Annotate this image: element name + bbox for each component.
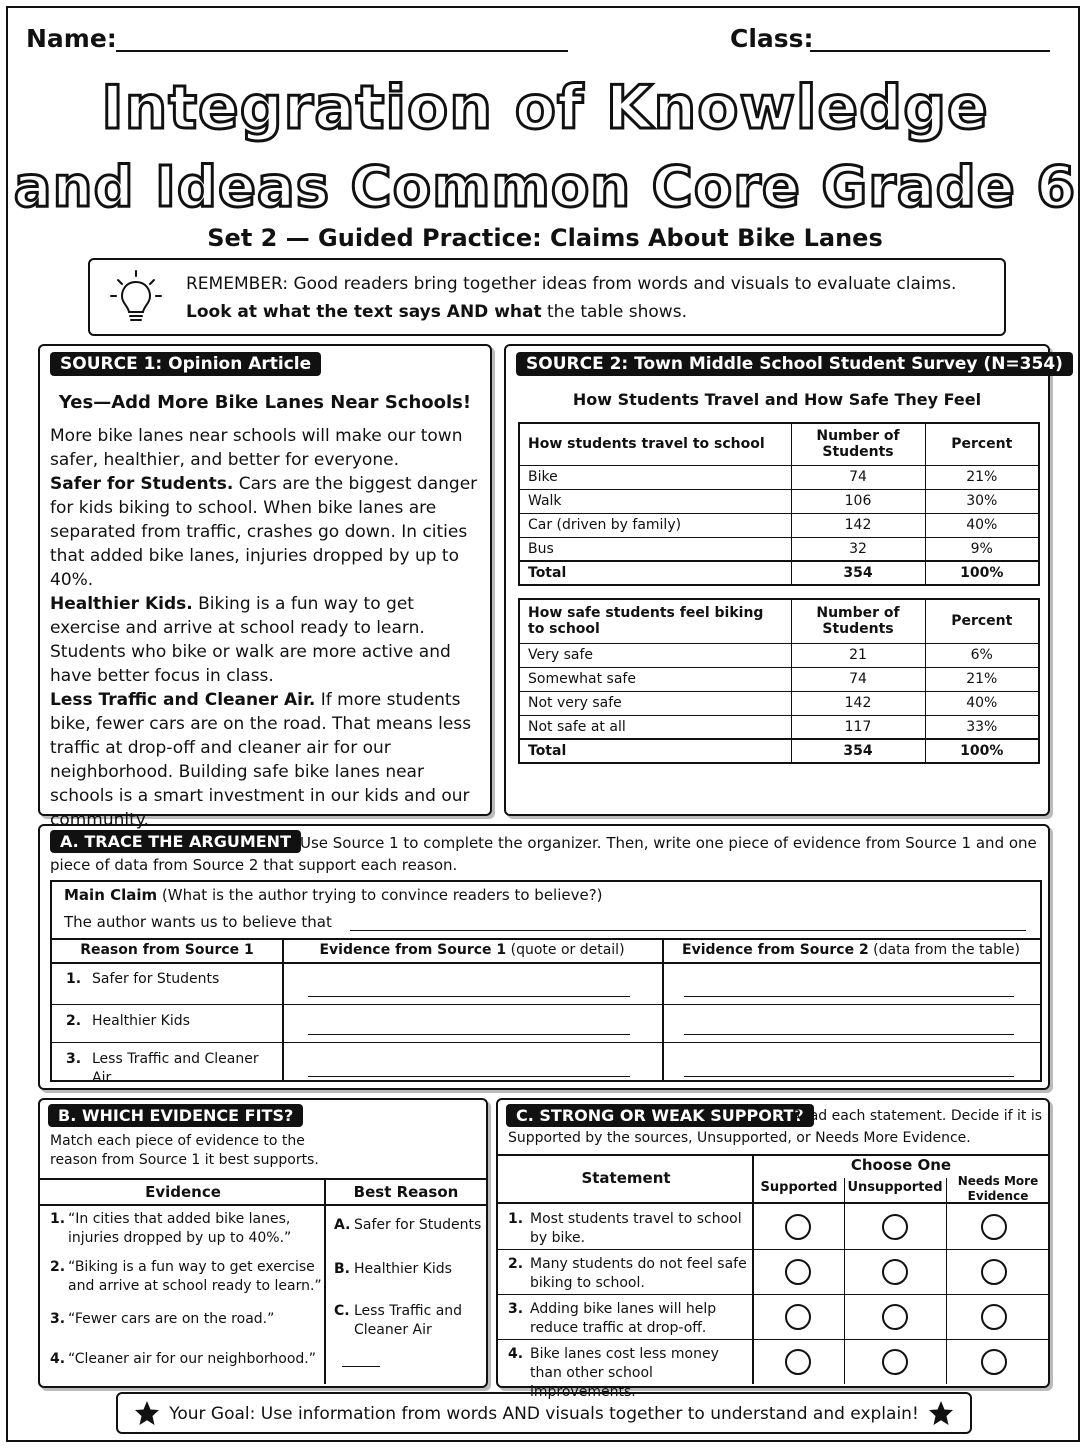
safety-cell: 142 (791, 691, 925, 715)
safety-row (519, 715, 1039, 739)
unsupported-choice[interactable] (882, 1214, 908, 1240)
page-subtitle: Set 2 — Guided Practice: Claims About Bike Lanes (207, 224, 883, 252)
class-line[interactable] (810, 50, 1050, 52)
evidence-number: 3. (50, 1311, 66, 1327)
safety-row (519, 691, 1039, 715)
evidence1-write-line[interactable] (308, 996, 630, 997)
travel-row (519, 513, 1039, 537)
section-c-col-divider-1 (752, 1154, 754, 1384)
source2-subtitle: How Students Travel and How Safe They Feel (572, 390, 982, 409)
title-line-1: Integration of Knowledge (101, 73, 989, 143)
reason-text: Healthier Kids (92, 1013, 190, 1029)
best-reason-text: Less Traffic and Cleaner Air (354, 1303, 463, 1338)
evidence2-write-line[interactable] (684, 1034, 1014, 1035)
article-head-1: Safer for Students. (50, 474, 234, 494)
travel-row (519, 489, 1039, 513)
statement-row-divider (498, 1339, 1048, 1340)
safety-header-1: How safe students feel biking to school (519, 599, 791, 643)
reason-number: 1. (66, 971, 82, 987)
main-claim-label (64, 886, 603, 904)
col-evidence1-header (282, 938, 662, 962)
section-a-tag: A. TRACE THE ARGUMENT (50, 830, 301, 853)
best-reason-text: Safer for Students (354, 1217, 482, 1233)
section-c-instructions-a: Read each statement. Decide if it is (792, 1108, 1043, 1124)
supported-choice[interactable] (785, 1259, 811, 1285)
unsupported-header: Unsupported (847, 1180, 943, 1195)
organizer-header-divider (52, 962, 1040, 964)
section-b-reason-header: Best Reason (353, 1183, 459, 1201)
main-claim-rest: (What is the author trying to convince readers to believe?) (157, 886, 603, 904)
travel-cell: Walk (519, 489, 791, 513)
name-line[interactable] (116, 50, 568, 52)
lightbulb-icon (108, 268, 164, 328)
safety-cell: 6% (925, 643, 1039, 667)
needs-evidence-choice[interactable] (981, 1304, 1007, 1330)
evidence2-write-line[interactable] (684, 996, 1014, 997)
travel-header-1: How students travel to school (519, 423, 791, 465)
safety-cell: 33% (925, 715, 1039, 739)
col-reason-header: Reason from Source 1 (80, 942, 254, 958)
travel-total-label: Total (519, 561, 791, 585)
safety-cell: 117 (791, 715, 925, 739)
goal-text: Your Goal: Use information from words AND visuals together to understand and explain! (169, 1404, 919, 1424)
evidence-number: 1. (50, 1211, 66, 1227)
title-line-2: and Ideas Common Core Grade 6 (13, 155, 1077, 220)
organizer-row-divider-2 (52, 1042, 1040, 1043)
evidence2-write-line[interactable] (684, 1076, 1014, 1077)
travel-total-count: 354 (791, 561, 925, 585)
travel-row (519, 537, 1039, 561)
organizer-col-divider-2 (662, 938, 664, 1080)
source1-tag: SOURCE 1: Opinion Article (50, 352, 321, 376)
travel-cell: Bike (519, 465, 791, 489)
statement-text: Most students travel to school by bike. (530, 1211, 742, 1246)
travel-total-row (519, 561, 1039, 585)
safety-header-3: Percent (925, 599, 1039, 643)
article-paragraph-2 (50, 592, 486, 688)
col-evidence1-rest: (quote or detail) (506, 942, 625, 958)
needs-evidence-choice[interactable] (981, 1349, 1007, 1375)
needs-evidence-choice[interactable] (981, 1259, 1007, 1285)
safety-total-count: 354 (791, 739, 925, 763)
section-b-divider-header (40, 1204, 486, 1206)
article-head-2: Healthier Kids. (50, 594, 193, 614)
supported-choice[interactable] (785, 1304, 811, 1330)
article-head-3: Less Traffic and Cleaner Air. (50, 690, 316, 710)
travel-cell: 30% (925, 489, 1039, 513)
safety-total-row (519, 739, 1039, 763)
organizer-row-divider-1 (52, 1004, 1040, 1005)
safety-cell: 21 (791, 643, 925, 667)
travel-cell: 40% (925, 513, 1039, 537)
safety-row (519, 667, 1039, 691)
travel-row (519, 465, 1039, 489)
article-body-3: If more students bike, fewer cars are on the road. That means less traffic at drop-off and cleaner air for our neighborhood. Building safe bike lanes near schools is a smart investment in our kids and our community. (50, 690, 472, 830)
source1-box (38, 344, 492, 830)
section-c-divider-header (498, 1202, 1048, 1204)
article-intro: More bike lanes near schools will make our town safer, healthier, and better for everyone. (50, 426, 463, 470)
choose-one-header: Choose One (850, 1156, 952, 1174)
travel-cell: 32 (791, 537, 925, 561)
safety-header-2: Number of Students (791, 599, 925, 643)
section-c-tag: C. STRONG OR WEAK SUPPORT? (506, 1104, 814, 1127)
evidence1-write-line[interactable] (308, 1034, 630, 1035)
reason-letter: B. (334, 1261, 350, 1277)
main-claim-bold: Main Claim (64, 886, 158, 904)
safety-cell: Somewhat safe (519, 667, 791, 691)
statement-text: Many students do not feel safe biking to school. (530, 1256, 747, 1291)
source1-headline: Yes—Add More Bike Lanes Near Schools! (58, 392, 472, 413)
section-c-col-divider-2 (844, 1178, 845, 1384)
travel-cell: 106 (791, 489, 925, 513)
evidence-number: 2. (50, 1259, 66, 1275)
section-c-box (496, 1098, 1050, 1400)
answer-blank-line[interactable] (342, 1366, 380, 1367)
section-b-tag: B. WHICH EVIDENCE FITS? (48, 1104, 303, 1127)
statement-text: Bike lanes cost less money than other school improvements. (530, 1346, 719, 1400)
supported-header: Supported (760, 1180, 838, 1195)
author-wants-label: The author wants us to believe that (64, 913, 332, 931)
safety-cell: 40% (925, 691, 1039, 715)
section-a-instructions: Use Source 1 to complete the organizer. Then, write one piece of evidence from Source 1 and one piece of data from Source 2 that support each reason. (50, 834, 1037, 874)
supported-choice[interactable] (785, 1349, 811, 1375)
unsupported-choice[interactable] (882, 1349, 908, 1375)
reason-text: Less Traffic and Cleaner Air (92, 1051, 259, 1086)
article-paragraph-1 (50, 472, 486, 592)
safety-cell: 21% (925, 667, 1039, 691)
section-a-box (38, 824, 1050, 1090)
evidence-quote: “In cities that added bike lanes, injuries dropped by up to 40%.” (68, 1211, 292, 1246)
safety-table (518, 598, 1040, 764)
article-body-1: Cars are the biggest danger for kids biking to school. When bike lanes are separated from traffic, crashes go down. In cities that added bike lanes, injuries dropped by up to 40%. (50, 474, 478, 590)
reason-number: 2. (66, 1013, 82, 1029)
section-b-box (38, 1098, 488, 1388)
safety-row (519, 643, 1039, 667)
remember-line-2 (186, 302, 687, 322)
best-reason-text: Healthier Kids (354, 1261, 452, 1277)
goal-box (116, 1392, 972, 1434)
safety-cell: Not very safe (519, 691, 791, 715)
section-c-instructions-b: Supported by the sources, Unsupported, or Needs More Evidence. (508, 1130, 971, 1146)
travel-cell: Bus (519, 537, 791, 561)
travel-cell: 74 (791, 465, 925, 489)
evidence-quote: “Cleaner air for our neighborhood.” (68, 1351, 317, 1367)
source2-tag: SOURCE 2: Town Middle School Student Survey (N=354) (516, 352, 1073, 376)
statement-number: 3. (508, 1301, 524, 1317)
travel-table (518, 422, 1040, 586)
travel-header-3: Percent (925, 423, 1039, 465)
col-evidence2-header (662, 938, 1040, 962)
section-c-col-divider-3 (946, 1178, 947, 1384)
col-evidence2-rest: (data from the table) (868, 942, 1020, 958)
section-b-col-divider (324, 1178, 326, 1384)
travel-total-percent: 100% (925, 561, 1039, 585)
safety-cell: 74 (791, 667, 925, 691)
travel-cell: 21% (925, 465, 1039, 489)
travel-cell: 9% (925, 537, 1039, 561)
section-b-evidence-header: Evidence (145, 1183, 221, 1201)
remember-line-2-rest: the table shows. (541, 302, 687, 322)
supported-choice[interactable] (785, 1214, 811, 1240)
statement-number: 4. (508, 1346, 524, 1362)
evidence-quote: “Fewer cars are on the road.” (68, 1311, 275, 1327)
name-label: Name: (26, 24, 117, 53)
travel-header-2: Number of Students (791, 423, 925, 465)
needs-evidence-header: Needs More Evidence (957, 1174, 1039, 1203)
reason-letter: A. (334, 1217, 351, 1233)
evidence1-write-line[interactable] (308, 1076, 630, 1077)
remember-line-2-bold: Look at what the text says AND what (186, 302, 542, 322)
article-paragraph-3 (50, 688, 486, 832)
statement-text: Adding bike lanes will help reduce traffic at drop-off. (530, 1301, 717, 1336)
section-b-instructions: Match each piece of evidence to the reason from Source 1 it best supports. (50, 1133, 319, 1168)
source1-article (50, 424, 486, 832)
statement-number: 1. (508, 1211, 524, 1227)
section-c-statement-header: Statement (581, 1169, 671, 1187)
statement-row-divider (498, 1249, 1048, 1250)
safety-total-percent: 100% (925, 739, 1039, 763)
main-claim-write-line[interactable] (350, 930, 1026, 931)
remember-line-1: REMEMBER: Good readers bring together ideas from words and visuals to evaluate claims. (186, 274, 957, 294)
unsupported-choice[interactable] (882, 1304, 908, 1330)
needs-evidence-choice[interactable] (981, 1214, 1007, 1240)
unsupported-choice[interactable] (882, 1259, 908, 1285)
evidence-quote: “Biking is a fun way to get exercise and arrive at school ready to learn.” (68, 1259, 322, 1294)
col-evidence1-bold: Evidence from Source 1 (319, 942, 507, 958)
reason-letter: C. (334, 1303, 350, 1319)
travel-cell: 142 (791, 513, 925, 537)
safety-cell: Not safe at all (519, 715, 791, 739)
statement-row-divider (498, 1294, 1048, 1295)
statement-number: 2. (508, 1256, 524, 1272)
star-icon (928, 1400, 954, 1426)
section-a-organizer (50, 880, 1042, 1086)
remember-box (88, 258, 1006, 336)
col-evidence2-bold: Evidence from Source 2 (682, 942, 869, 958)
source2-box (504, 344, 1063, 816)
class-label: Class: (730, 24, 814, 53)
evidence-number: 4. (50, 1351, 66, 1367)
travel-cell: Car (driven by family) (519, 513, 791, 537)
reason-text: Safer for Students (92, 971, 220, 987)
safety-cell: Very safe (519, 643, 791, 667)
safety-total-label: Total (519, 739, 791, 763)
organizer-col-divider-1 (282, 938, 284, 1080)
worksheet-page (6, 6, 1080, 1442)
reason-number: 3. (66, 1051, 82, 1067)
article-body-2: Biking is a fun way to get exercise and arrive at school ready to learn. Students who bike or walk are more active and have better focus in class. (50, 594, 451, 686)
